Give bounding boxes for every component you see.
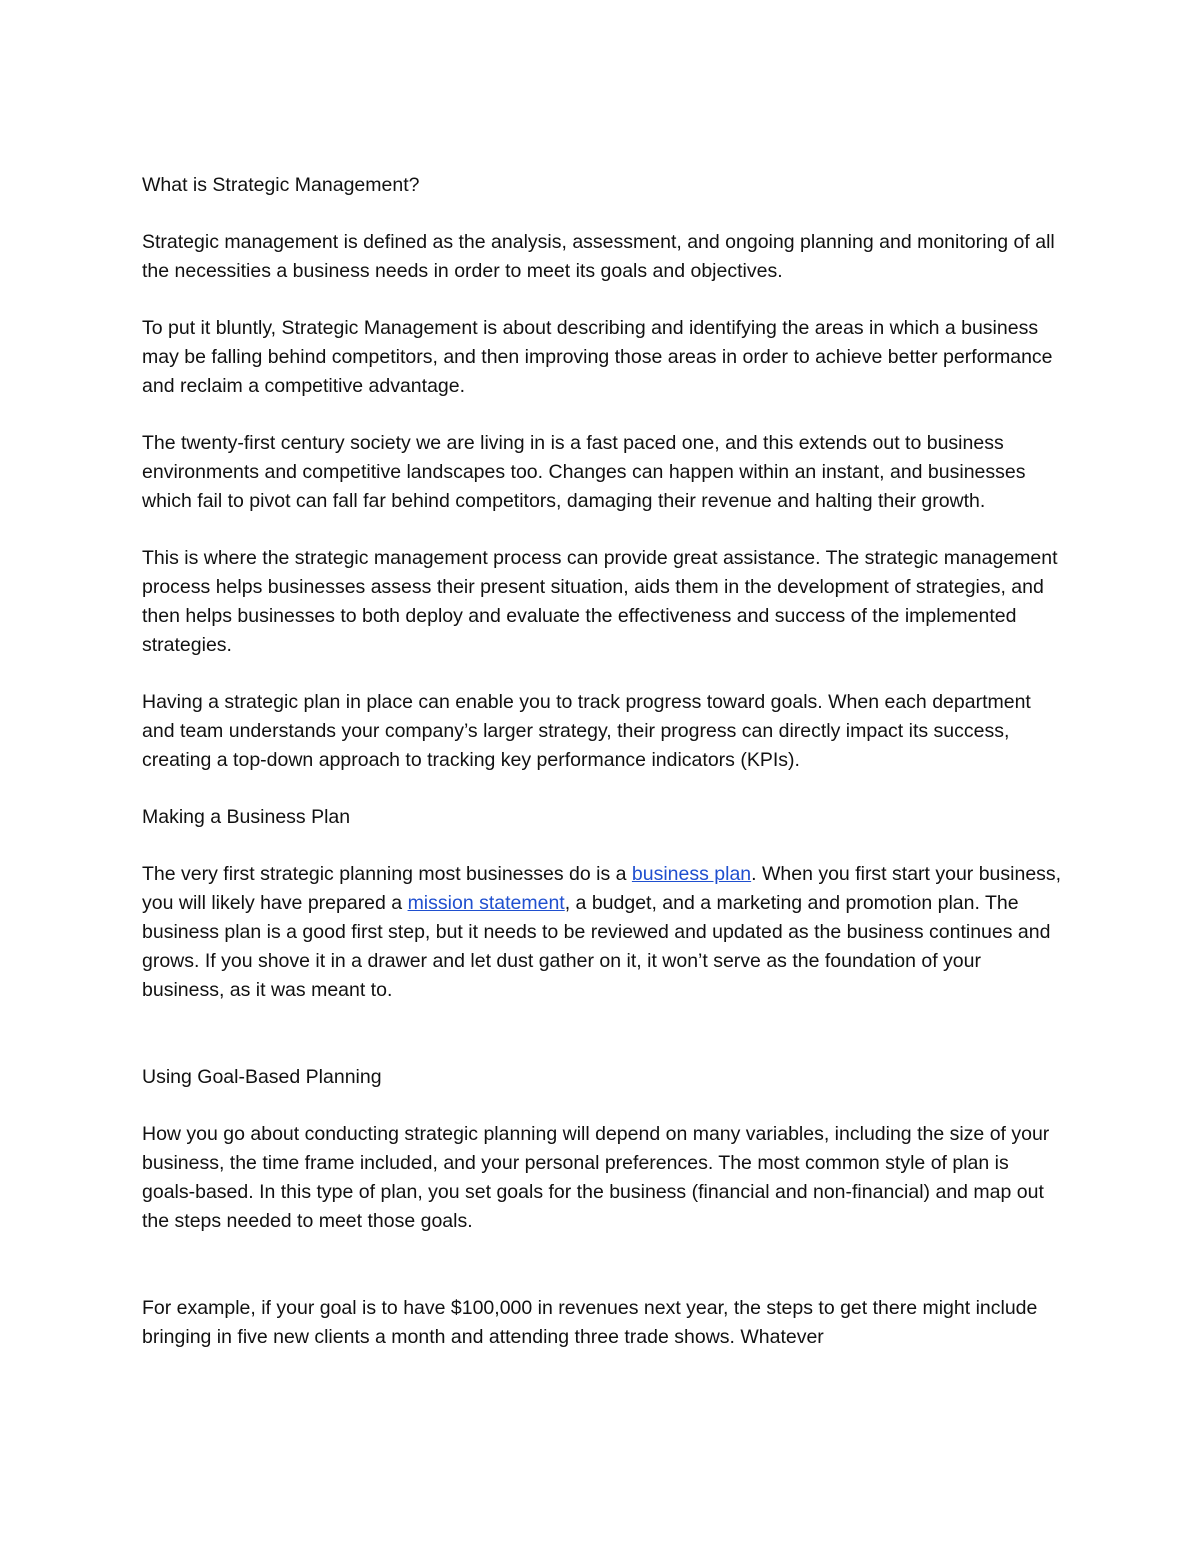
business-plan-link[interactable]: business plan xyxy=(631,863,752,885)
paragraph-example-revenue-goal: For example, if your goal is to have $100,000 in revenues next year, the steps to get there might include bringing in five new clients a month and attending three trade shows. Whatever xyxy=(142,1297,1038,1348)
paragraph-business-plan xyxy=(142,860,1062,1005)
paragraph-process-assistance: This is where the strategic management process can provide great assistance. The strategic management process helps businesses assess their present situation, aids them in the development of strategies, and then helps businesses to both deploy and evaluate the effectiveness and success of the implemented strategies. xyxy=(142,547,1058,656)
paragraph-definition: Strategic management is defined as the analysis, assessment, and ongoing planning and monitoring of all the necessities a business needs in order to meet its goals and objectives. xyxy=(142,231,1055,282)
paragraph-strategic-plan-progress: Having a strategic plan in place can enable you to track progress toward goals. When each department and team understands your company’s larger strategy, their progress can directly impact its success, creating a top-down approach to tracking key performance indicators (KPIs). xyxy=(142,691,1031,771)
mission-statement-link[interactable]: mission statement xyxy=(407,892,565,914)
document-body xyxy=(142,171,1062,1380)
paragraph-goal-based-planning: How you go about conducting strategic planning will depend on many variables, including the size of your business, the time frame included, and your personal preferences. The most common style of plan is goals-based. In this type of plan, you set goals for the business (financial and non-financial) and map out the steps needed to meet those goals. xyxy=(142,1123,1050,1232)
paragraph-business-plan-text-3: , a budget, and a marketing and promotion plan. The business plan is a good first step, but it needs to be reviewed and updated as the business continues and grows. If you shove it in a drawer and let dust gather on it, it won’t serve as the foundation of your business, as it was meant to. xyxy=(142,892,1051,1001)
paragraph-business-plan-text-1: The very first strategic planning most businesses do is a xyxy=(142,863,632,885)
heading-what-is-strategic-management: What is Strategic Management? xyxy=(142,174,420,196)
heading-using-goal-based-planning: Using Goal-Based Planning xyxy=(142,1066,382,1088)
paragraph-put-it-bluntly: To put it bluntly, Strategic Management is about describing and identifying the areas in which a business may be falling behind competitors, and then improving those areas in order to achieve better performance and reclaim a competitive advantage. xyxy=(142,317,1053,397)
paragraph-twenty-first-century: The twenty-first century society we are living in is a fast paced one, and this extends out to business environments and competitive landscapes too. Changes can happen within an instant, and businesses which fail to pivot can fall far behind competitors, damaging their revenue and halting their growth. xyxy=(142,432,1026,512)
heading-making-a-business-plan: Making a Business Plan xyxy=(142,806,351,828)
paragraph-business-plan-text-2: . When you first start your business, you will likely have prepared a xyxy=(142,863,1062,914)
